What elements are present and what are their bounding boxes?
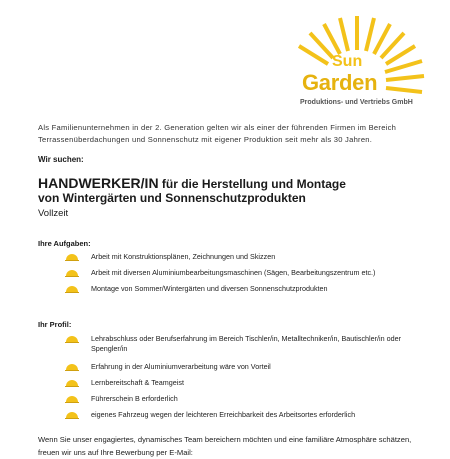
list-item <box>65 284 425 294</box>
list-item-text: Montage von Sommer/Wintergärten und diversen Sonnenschutzprodukten <box>91 284 328 293</box>
list-item <box>65 252 425 262</box>
logo-word-garden: Garden <box>302 70 378 95</box>
list-item <box>65 334 425 354</box>
closing-paragraph-cut: freuen wir uns auf Ihre Bewerbung per E-Mail: <box>38 448 193 457</box>
sun-bullet-icon <box>65 363 79 371</box>
sun-bullet-icon <box>65 253 79 261</box>
list-item-text: Arbeit mit diversen Aluminiumbearbeitungsmaschinen (Sägen, Bearbeitungszentrum etc.) <box>91 268 376 277</box>
aufgaben-heading: Ihre Aufgaben: <box>38 239 91 248</box>
sun-bullet-icon <box>65 335 79 343</box>
sun-bullet-icon <box>65 379 79 387</box>
job-title-line2: von Wintergärten und Sonnenschutzprodukten <box>38 191 306 205</box>
sun-bullet-icon <box>65 411 79 419</box>
closing-paragraph: Wenn Sie unser engagiertes, dynamisches Team bereichern möchten und eine familiäre Atmosphäre schätzen, <box>38 435 412 444</box>
company-logo <box>282 14 432 106</box>
list-item-text: Lehrabschluss oder Berufserfahrung im Bereich Tischler/in, Metalltechniker/in, Bautischler/in oder Spengler/in <box>91 334 402 353</box>
list-item <box>65 362 425 372</box>
profil-heading: Ihr Profil: <box>38 320 72 329</box>
job-title-rest: für die Herstellung und Montage <box>158 177 346 191</box>
wir-suchen-label: Wir suchen: <box>38 155 84 164</box>
sun-bullet-icon <box>65 285 79 293</box>
profil-list <box>65 334 425 420</box>
job-title <box>38 176 428 205</box>
list-item-text: Erfahrung in der Aluminiumverarbeitung wäre von Vorteil <box>91 362 271 371</box>
logo-word-sun: Sun <box>332 53 363 70</box>
job-title-block <box>38 176 428 219</box>
logo-tagline: Produktions- und Vertriebs GmbH <box>300 99 413 106</box>
list-item <box>65 394 425 404</box>
list-item-text: eigenes Fahrzeug wegen der leichteren Erreichbarkeit des Arbeitsortes erforderlich <box>91 410 356 419</box>
list-item <box>65 378 425 388</box>
job-title-main: HANDWERKER/IN <box>38 175 159 191</box>
list-item <box>65 268 425 278</box>
list-item-text: Lernbereitschaft & Teamgeist <box>91 378 184 387</box>
intro-paragraph: Als Familienunternehmen in der 2. Generation gelten wir als einer der führenden Firmen im Bereich Terrassenüberdachungen und Sonnenschutz mit eigener Produktion seit mehr als 30 Jahren. <box>38 123 397 144</box>
list-item-text: Arbeit mit Konstruktionsplänen, Zeichnungen und Skizzen <box>91 252 276 261</box>
sun-bullet-icon <box>65 395 79 403</box>
list-item <box>65 410 425 420</box>
employment-type: Vollzeit <box>38 208 69 219</box>
aufgaben-list <box>65 252 425 294</box>
sun-bullet-icon <box>65 269 79 277</box>
list-item-text: Führerschein B erforderlich <box>91 394 178 403</box>
